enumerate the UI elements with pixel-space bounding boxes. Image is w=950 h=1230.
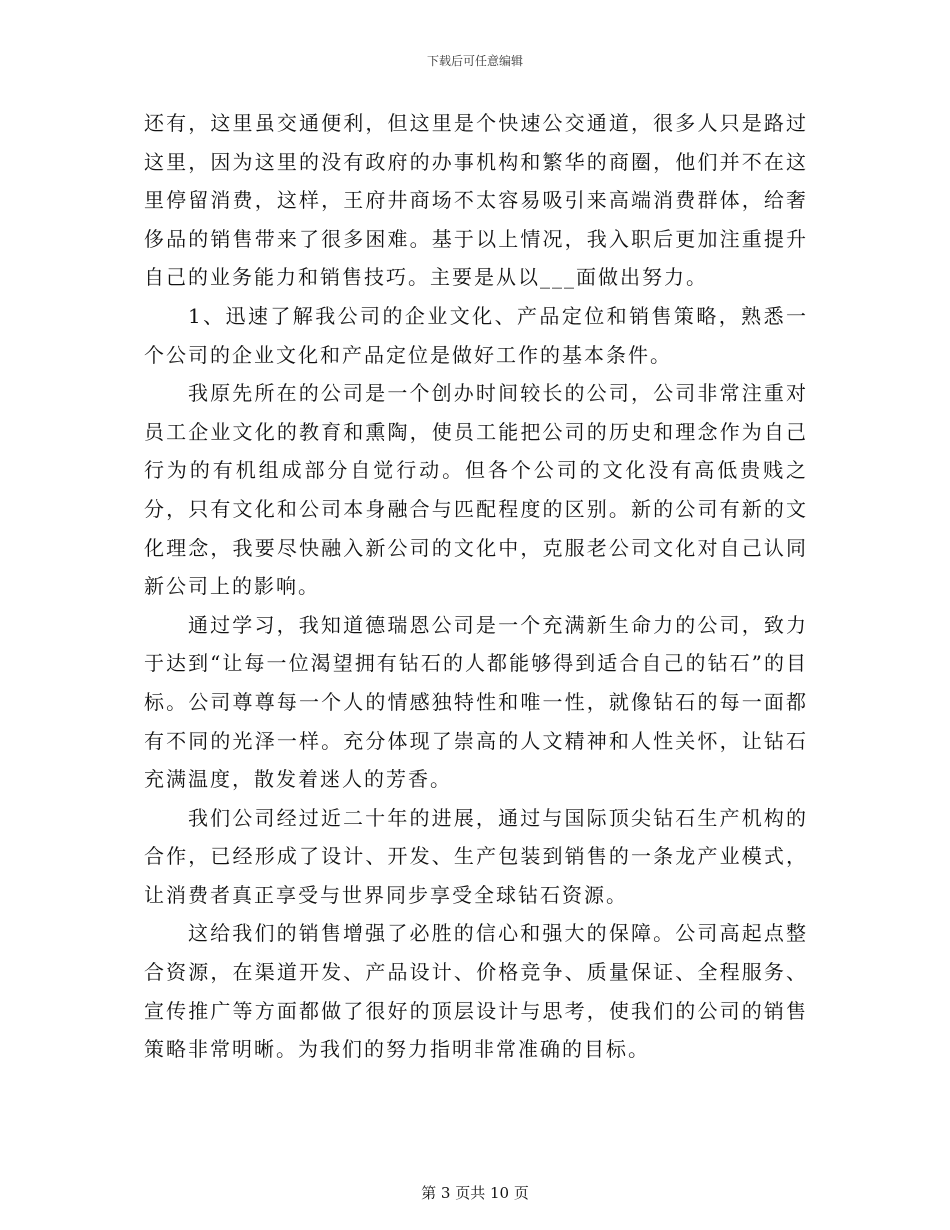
paragraph: 通过学习，我知道德瑞恩公司是一个充满新生命力的公司，致力于达到“让每一位渴望拥有钻石的人都能够得到适合自己的钻石”的目标。公司尊尊每一个人的情感独特性和唯一性，就像钻石的每一面都有不同的光泽一样。充分体现了崇高的人文精神和人性关怀，让钻石充满温度，散发着迷人的芳香。	[144, 612, 808, 792]
paragraph: 我们公司经过近二十年的进展，通过与国际顶尖钻石生产机构的合作，已经形成了设计、开发、生产包装到销售的一条龙产业模式，让消费者真正享受与世界同步享受全球钻石资源。	[144, 805, 808, 907]
paragraph: 1、迅速了解我公司的企业文化、产品定位和销售策略，熟悉一个公司的企业文化和产品定位是做好工作的基本条件。	[144, 303, 808, 367]
document-body	[144, 104, 808, 1069]
page-footer: 第 3 页共 10 页	[421, 1184, 529, 1202]
paragraph: 还有，这里虽交通便利，但这里是个快速公交通道，很多人只是路过这里，因为这里的没有政府的办事机构和繁华的商圈，他们并不在这里停留消费，这样，王府井商场不太容易吸引来高端消费群体，给奢侈品的销售带来了很多困难。基于以上情况，我入职后更加注重提升自己的业务能力和销售技巧。主要是从以___面做出努力。	[144, 111, 808, 290]
page-header: 下载后可任意编辑	[426, 54, 523, 68]
paragraph: 这给我们的销售增强了必胜的信心和强大的保障。公司高起点整合资源，在渠道开发、产品设计、价格竞争、质量保证、全程服务、宣传推广等方面都做了很好的顶层设计与思考，使我们的公司的销售策略非常明晰。为我们的努力指明非常准确的目标。	[144, 921, 808, 1062]
paragraph: 我原先所在的公司是一个创办时间较长的公司，公司非常注重对员工企业文化的教育和熏陶，使员工能把公司的历史和理念作为自己行为的有机组成部分自觉行动。但各个公司的文化没有高低贵贱之分，只有文化和公司本身融合与匹配程度的区别。新的公司有新的文化理念，我要尽快融入新公司的文化中，克服老公司文化对自己认同新公司上的影响。	[144, 381, 808, 599]
